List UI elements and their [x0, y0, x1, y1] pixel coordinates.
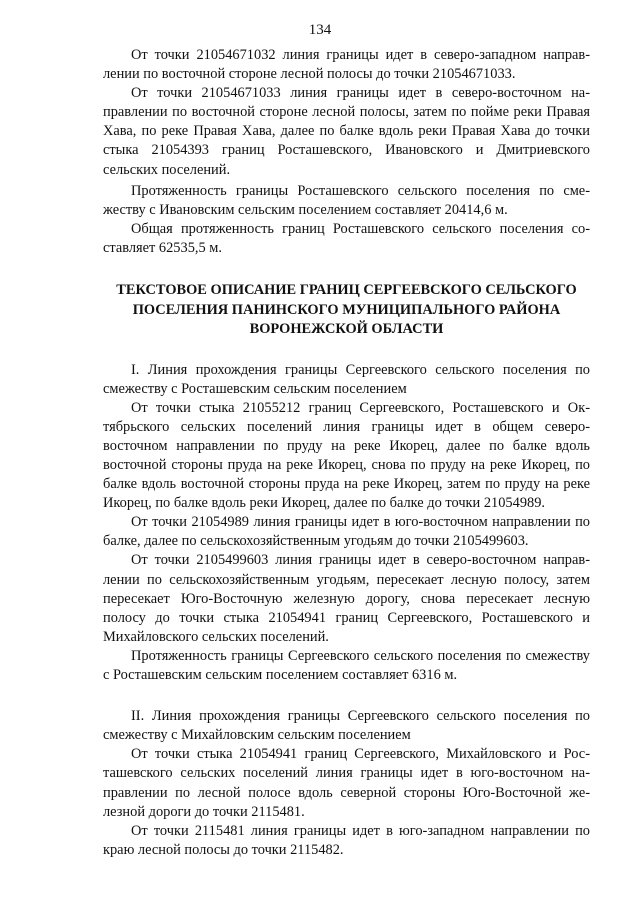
- paragraph: От точки 21054989 линия границы идет в юго-восточном направлении по балке, далее по сельскохозяйственным угодьям до точки 2105499603.: [103, 514, 590, 550]
- document-body: [103, 46, 590, 860]
- paragraph: От точки стыка 21055212 границ Сергеевского, Росташевского и Октябрьского сельских поселений линия границы идет в общем северо-восточном направлении по пруду на реке Икорец, далее по балке вдоль восточной стороны пруда на реке Икорец, снова по пруду на реке Икорец, по балке вдоль восточной стороны пруда на реке Икорец, затем по пруду на реке Икорец, по балке вдоль реки Икорец, далее по балке до точки 21054989.: [103, 399, 590, 512]
- section-mikhailovsky: [103, 707, 590, 860]
- heading-line: ВОРОНЕЖСКОЙ ОБЛАСТИ: [249, 321, 444, 338]
- subsection-title: II. Линия прохождения границы Сергеевского сельского поселения по смежеству с Михайловским сельским поселением: [103, 708, 590, 744]
- page-number: 134: [308, 22, 332, 38]
- paragraph: От точки 2115481 линия границы идет в юго-западном направлении по краю лесной полосы до точки 2115482.: [103, 822, 590, 858]
- paragraph: Общая протяженность границ Росташевского сельского поселения составляет 62535,5 м.: [103, 220, 590, 256]
- heading-line: ТЕКСТОВОЕ ОПИСАНИЕ ГРАНИЦ СЕРГЕЕВСКОГО СЕЛЬСКОГО: [116, 282, 577, 299]
- paragraph: От точки стыка 21054941 границ Сергеевского, Михайловского и Росташевского сельских поселений линия границы идет в юго-восточном направлении по лесной полосе вдоль северной стороны Юго-Восточной железной дороги до точки 2115481.: [103, 746, 590, 820]
- section-rostashevsky: [103, 361, 590, 686]
- subsection-title: I. Линия прохождения границы Сергеевского сельского поселения по смежеству с Росташевским сельским поселением: [103, 361, 590, 397]
- heading-line: ПОСЕЛЕНИЯ ПАНИНСКОГО МУНИЦИПАЛЬНОГО РАЙОНА: [132, 301, 561, 318]
- paragraph: От точки 21054671033 линия границы идет в северо-восточном направлении по восточной стороне лесной полосы, затем по пойме реки Правая Хава, по реке Правая Хава, далее по балке вдоль реки Правая Хава до точки стыка 21054393 границ Росташевского, Ивановского и Дмитриевского сельских поселений.: [103, 85, 590, 178]
- paragraph: От точки 21054671032 линия границы идет в северо-западном направлении по восточной стороне лесной полосы до точки 21054671033.: [103, 47, 590, 83]
- paragraph: Протяженность границы Росташевского сельского поселения по смежеству с Ивановским сельским поселением составляет 20414,6 м.: [103, 182, 590, 218]
- section-heading: [103, 281, 590, 340]
- paragraph: От точки 2105499603 линия границы идет в северо-восточном направлении по сельскохозяйственным угодьям, пересекает лесную полосу, затем пересекает Юго-Восточную железную дорогу, снова пересекает лесную полосу до точки стыка 21054941 границ Сергеевского, Росташевского и Михайловского сельских поселений.: [103, 552, 590, 645]
- paragraph: Протяженность границы Сергеевского сельского поселения по смежеству с Росташевским сельским поселением составляет 6316 м.: [103, 647, 590, 684]
